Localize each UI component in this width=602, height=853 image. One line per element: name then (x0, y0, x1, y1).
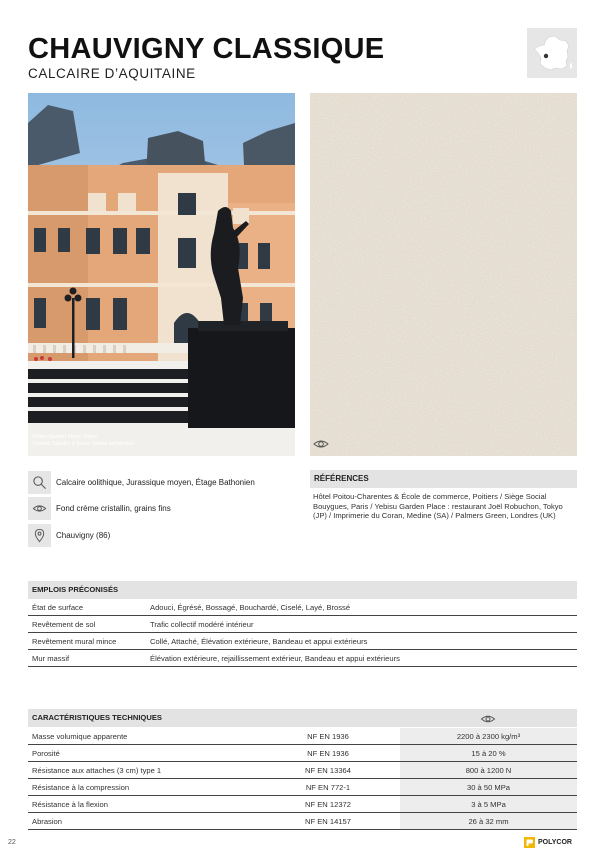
tech-label: Résistance à la flexion (32, 800, 108, 809)
tech-norm: NF EN 772-1 (305, 783, 351, 792)
info-appearance (28, 497, 171, 520)
tech-row (28, 779, 577, 796)
eye-icon (480, 712, 496, 724)
tech-row (28, 728, 577, 745)
tech-row (28, 796, 577, 813)
tech-label: Masse volumique apparente (32, 732, 128, 741)
use-label: État de surface (32, 603, 84, 612)
tech-norm: NF EN 1936 (307, 749, 349, 758)
use-label: Mur massif (32, 654, 70, 663)
use-row (28, 650, 577, 667)
references-heading: RÉFÉRENCES (310, 470, 577, 488)
info-geology-text: Calcaire oolithique, Jurassique moyen, Étage Bathonien (56, 478, 255, 487)
tech-value: 26 à 32 mm (400, 813, 577, 829)
tech-row (28, 762, 577, 779)
texture-view-toggle[interactable] (310, 433, 332, 455)
eye-icon (28, 497, 51, 520)
tech-value: 15 à 20 % (400, 745, 577, 761)
tech-value: 3 à 5 MPa (400, 796, 577, 812)
photo-caption-title: Yebisu Garden Place, Tokyo (32, 434, 97, 440)
use-label: Revêtement de sol (32, 620, 96, 629)
page-subtitle: CALCAIRE D’AQUITAINE (28, 66, 196, 81)
stone-texture-sample (310, 93, 577, 456)
page-number: 22 (8, 839, 16, 846)
location-pin-icon (28, 524, 51, 547)
polycor-logo-icon (524, 837, 535, 848)
tech-norm: NF EN 13364 (304, 766, 351, 775)
tech-value: 30 à 50 MPa (400, 779, 577, 795)
tech-row (28, 745, 577, 762)
info-appearance-text: Fond crème cristallin, grains fins (56, 504, 171, 513)
page-title: CHAUVIGNY CLASSIQUE (28, 33, 385, 65)
france-map (527, 28, 577, 78)
photo-caption-credit: Conseil, Sanville & Kume Sekkei architectes (32, 440, 134, 447)
eye-icon (310, 433, 332, 455)
brand-logo (524, 836, 572, 848)
france-map-icon (527, 28, 577, 78)
use-row (28, 599, 577, 616)
search-icon (28, 471, 51, 494)
use-row (28, 633, 577, 650)
use-value: Adouci, Égrésé, Bossagé, Bouchardé, Ciselé, Layé, Brossé (150, 603, 351, 612)
use-value: Trafic collectif modéré intérieur (150, 620, 254, 629)
info-geology (28, 471, 255, 494)
technical-heading: CARACTÉRISTIQUES TECHNIQUES (28, 709, 577, 727)
tech-norm: NF EN 1936 (307, 732, 349, 741)
uses-heading: EMPLOIS PRÉCONISÉS (28, 581, 577, 599)
tech-value: 800 à 1200 N (400, 762, 577, 778)
tech-label: Résistance aux attaches (3 cm) type 1 (32, 766, 162, 775)
tech-label: Abrasion (32, 817, 62, 826)
tech-norm: NF EN 12372 (304, 800, 351, 809)
photo-caption (32, 434, 134, 447)
info-location (28, 524, 110, 547)
tech-norm: NF EN 14157 (304, 817, 351, 826)
use-label: Revêtement mural mince (32, 637, 117, 646)
use-value: Collé, Attaché, Élévation extérieure, Bandeau et appui extérieurs (150, 637, 368, 646)
building-photo (28, 93, 295, 456)
references-text: Hôtel Poitou-Charentes & École de commerce, Poitiers / Siège Social Bouygues, Paris / Yebisu Garden Place : restaurant Joël Robuchon, Tokyo (JP) / Imprimerie du Coran, Medine (SA) / Palmers Green, Londres (UK) (313, 492, 563, 521)
tech-label: Porosité (32, 749, 60, 758)
tech-row (28, 813, 577, 830)
use-row (28, 616, 577, 633)
use-value: Élévation extérieure, rejaillissement extérieur, Bandeau et appui extérieurs (150, 654, 400, 663)
tech-label: Résistance à la compression (32, 783, 130, 792)
tech-value: 2200 à 2300 kg/m³ (400, 728, 577, 744)
brand-name: POLYCOR (538, 838, 572, 846)
info-location-text: Chauvigny (86) (56, 531, 111, 540)
